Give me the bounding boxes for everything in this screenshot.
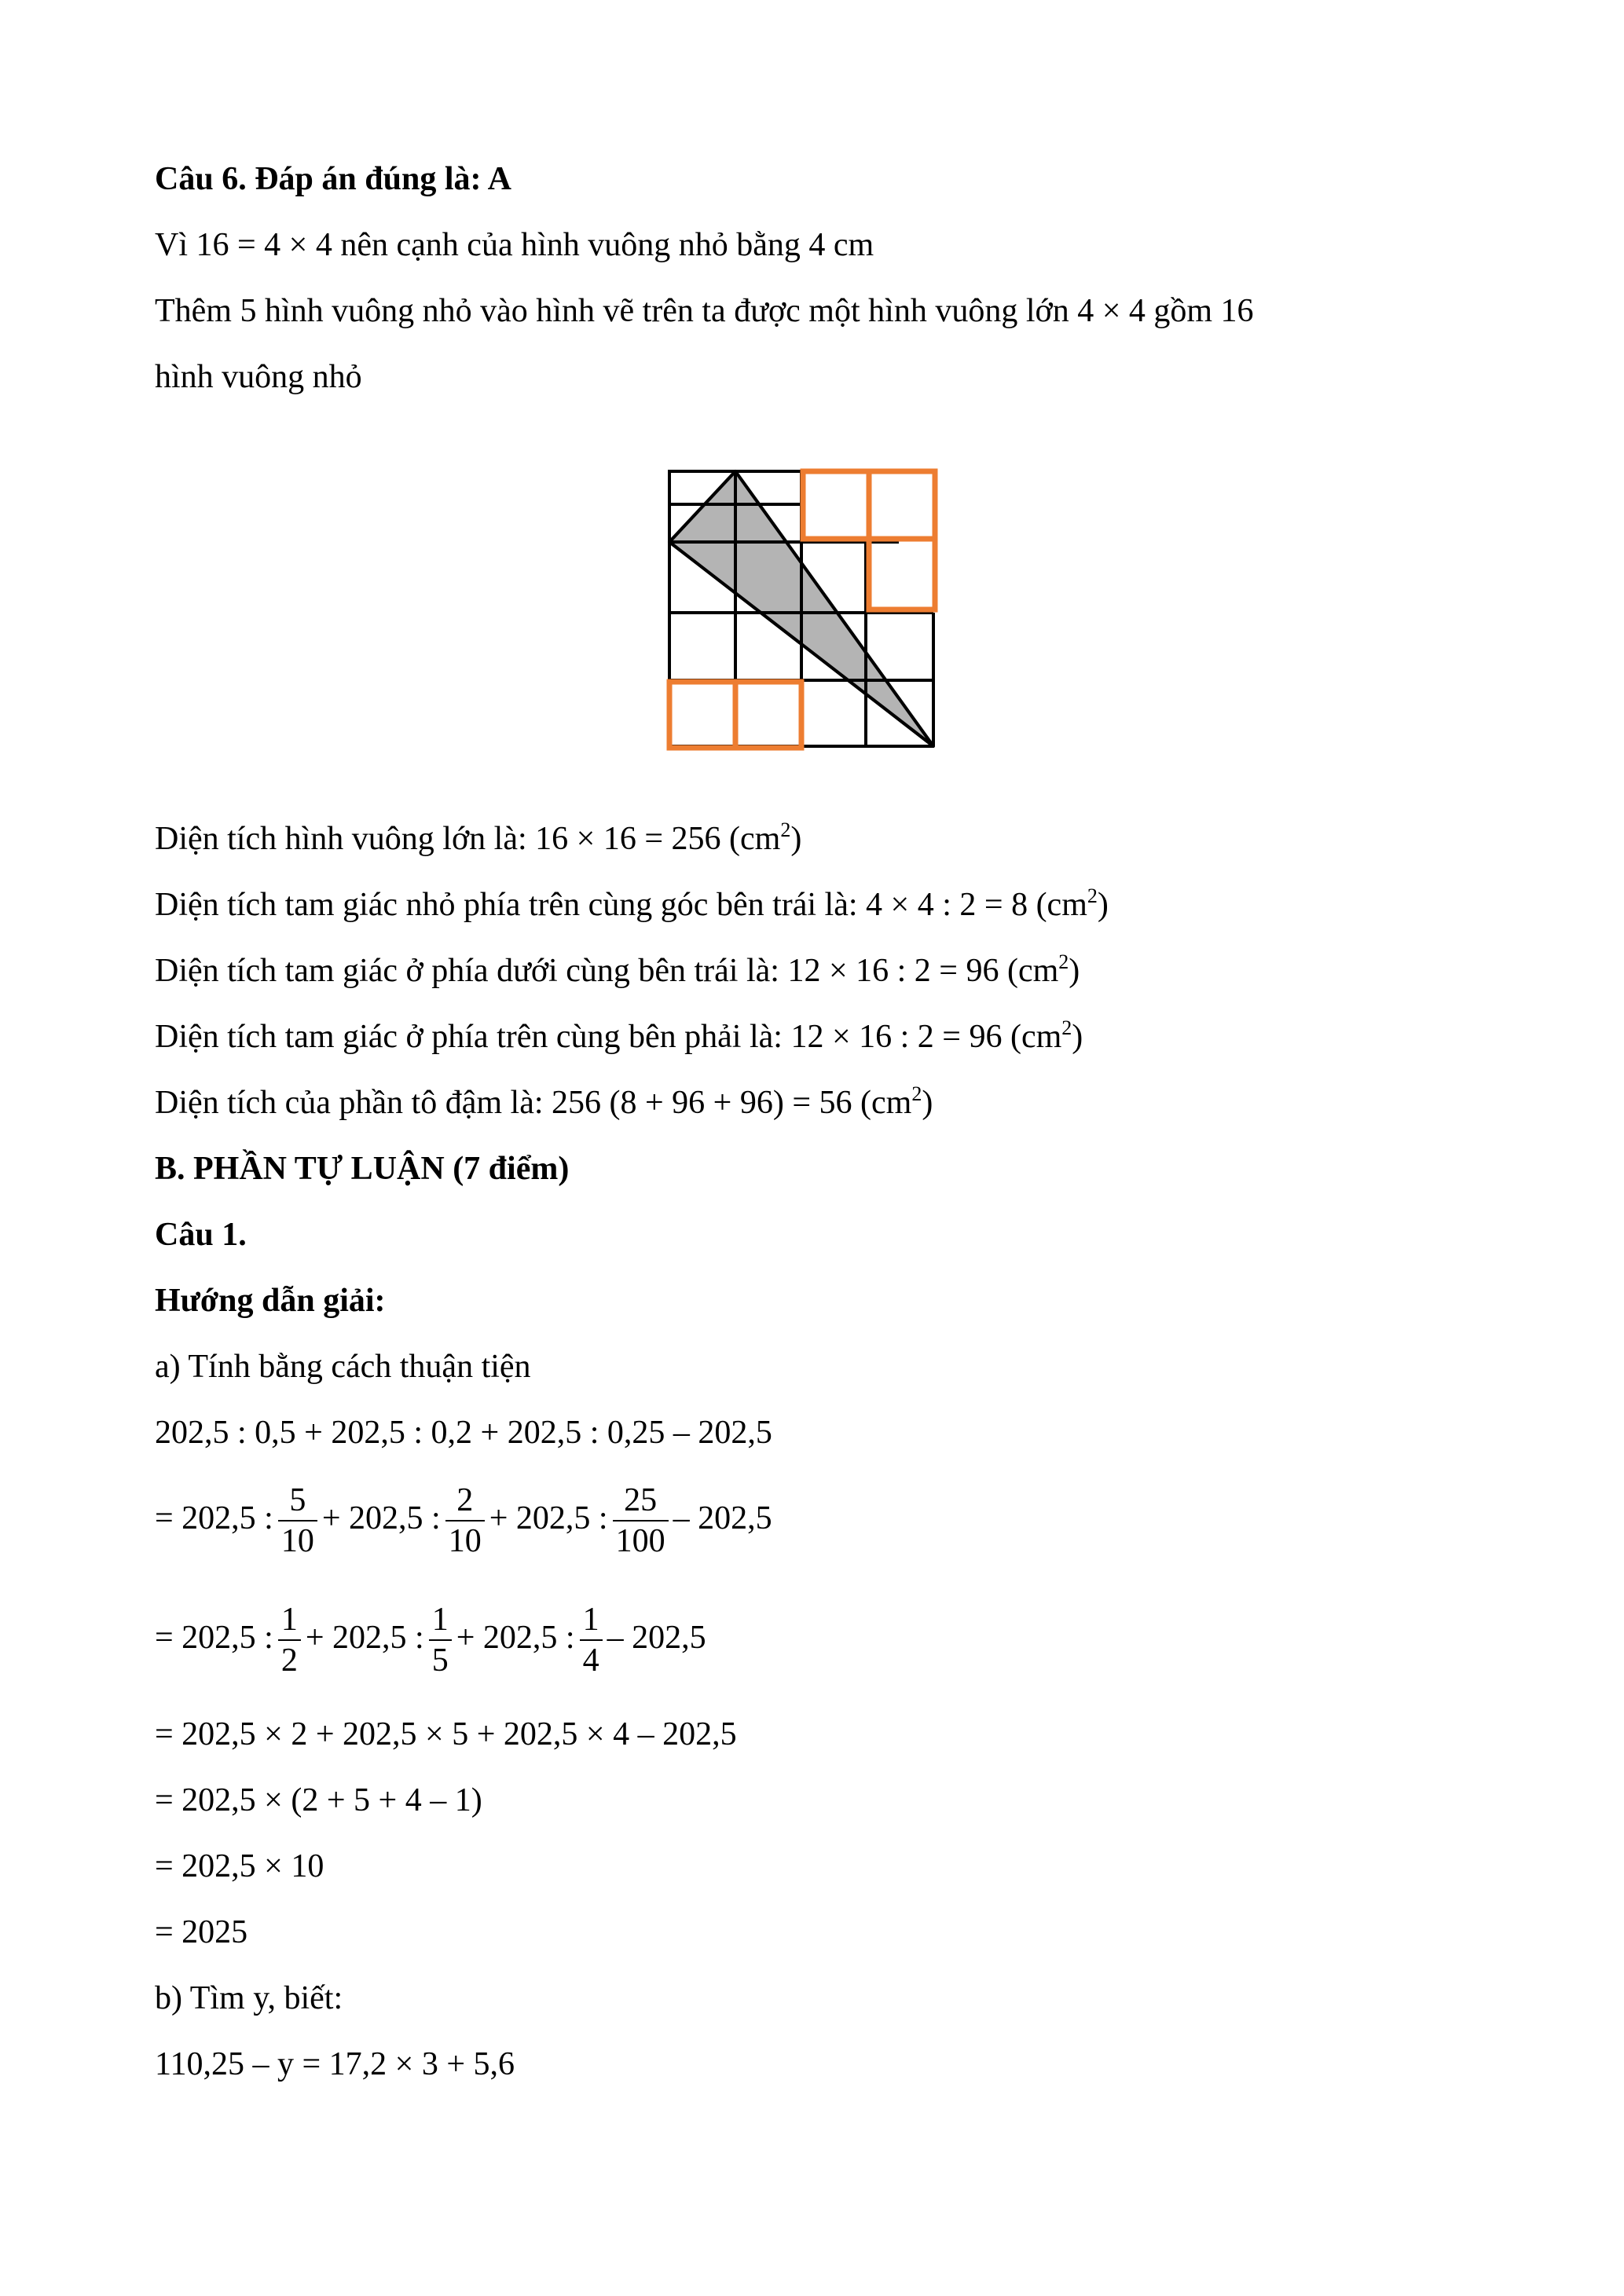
add-squares-line-1: Thêm 5 hình vuông nhỏ vào hình vẽ trên ta được một hình vuông lớn 4 × 4 gồm 16 xyxy=(155,293,1254,329)
step-5-line: = 202,5 × 10 xyxy=(155,1848,324,1884)
section-b-heading: B. PHẦN TỰ LUẬN (7 điểm) xyxy=(155,1151,570,1187)
step-1-fractions: = 202,5 : $\frac{5}{10}$ + 202,5 : $\frac{2}{10}$ + 202,5 : $\frac{25}{100}$ – 202,5 xyxy=(155,1482,772,1560)
area-top-right-triangle: Diện tích tam giác ở phía trên cùng bên phải là: 12 × 16 : 2 = 96 $(cm^2)$ xyxy=(155,1016,1083,1055)
area-bottom-left-triangle: Diện tích tam giác ở phía dưới cùng bên trái là: 12 × 16 : 2 = 96 $(cm^2)$ xyxy=(155,950,1080,989)
add-squares-line-2: hình vuông nhỏ xyxy=(155,359,362,395)
step-6-line: = 2025 xyxy=(155,1914,248,1950)
fraction: $\frac{25}{100}$ xyxy=(613,1481,669,1561)
part-a-label: a) Tính bằng cách thuận tiện xyxy=(155,1349,531,1385)
fraction: $\frac{1}{2}$ xyxy=(278,1600,301,1680)
area-shaded-part: Diện tích của phần tô đậm là: 256 (8 + 96 + 96) = 56 $(cm^2)$ xyxy=(155,1082,933,1121)
guide-heading: Hướng dẫn giải: xyxy=(155,1283,386,1319)
part-b-label: b) Tìm y, biết: xyxy=(155,1980,343,2016)
fraction: $\frac{2}{10}$ xyxy=(445,1481,485,1561)
added-square-1 xyxy=(803,471,869,539)
added-square-5 xyxy=(735,682,801,748)
step-4-line: = 202,5 × (2 + 5 + 4 – 1) xyxy=(155,1782,482,1818)
fraction: $\frac{5}{10}$ xyxy=(278,1481,317,1561)
question-1-heading: Câu 1. xyxy=(155,1217,247,1253)
equation-b-line: 110,25 – y = 17,2 × 3 + 5,6 xyxy=(155,2046,515,2082)
fraction: $\frac{1}{4}$ xyxy=(580,1600,603,1680)
added-square-3 xyxy=(869,539,935,610)
added-square-2 xyxy=(869,471,935,539)
q6-answer-heading: Câu 6. Đáp án đúng là: A xyxy=(155,161,511,197)
fraction: $\frac{1}{5}$ xyxy=(429,1600,452,1680)
added-square-4 xyxy=(669,682,735,748)
area-top-left-triangle: Diện tích tam giác nhỏ phía trên cùng góc bên trái là: 4 × 4 : 2 = 8 $(cm^2)$ xyxy=(155,884,1109,923)
side-length-line: Vì 16 = 4 × 4 nên cạnh của hình vuông nhỏ bằng 4 cm xyxy=(155,227,874,263)
expression-line: 202,5 : 0,5 + 202,5 : 0,2 + 202,5 : 0,25 – 202,5 xyxy=(155,1415,772,1451)
step-2-fractions: = 202,5 : $\frac{1}{2}$ + 202,5 : $\frac{1}{5}$ + 202,5 : $\frac{1}{4}$ – 202,5 xyxy=(155,1602,706,1679)
grid-figure xyxy=(666,468,959,760)
area-big-square: Diện tích hình vuông lớn là: 16 × 16 = 256 $(cm^2)$ xyxy=(155,818,802,857)
step-3-line: = 202,5 × 2 + 202,5 × 5 + 202,5 × 4 – 202,5 xyxy=(155,1716,737,1752)
